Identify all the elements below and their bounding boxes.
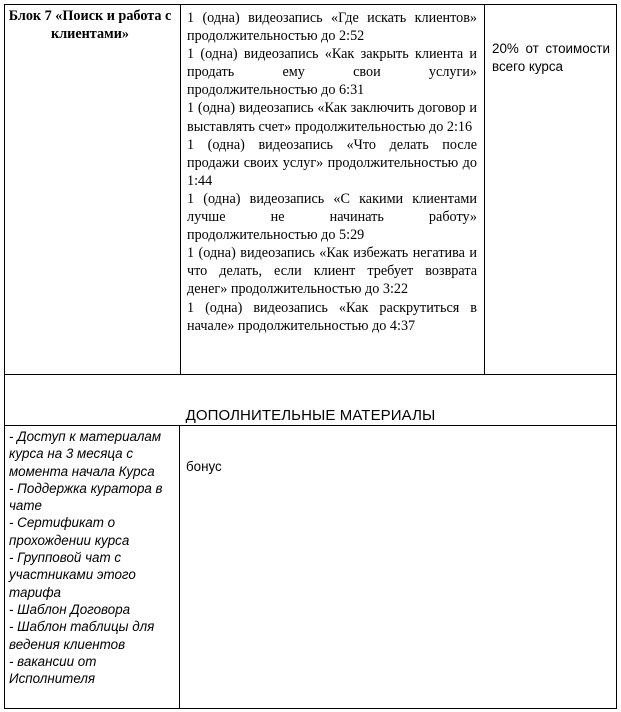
additional-features-list xyxy=(9,428,175,687)
table-border-top xyxy=(4,4,617,5)
feature-item: - Доступ к материалам курса на 3 месяца с момента начала Курса xyxy=(9,429,162,479)
feature-item: - Шаблон Договора xyxy=(9,601,131,617)
block-price: 20% от стоимости всего курса xyxy=(492,41,610,75)
feature-item: - Поддержка куратора в чате xyxy=(9,480,163,514)
video-item: 1 (одна) видеозапись «Где искать клиентов» продолжительностью до 2:52 xyxy=(187,10,477,45)
video-list xyxy=(187,9,477,335)
additional-value: бонус xyxy=(186,459,222,474)
table-border-right xyxy=(616,4,617,709)
divider-col-2-top xyxy=(484,4,485,375)
video-item: 1 (одна) видеозапись «Как закрыть клиента и продать ему свои услуги» продолжительностью до 6:31 xyxy=(187,46,477,99)
video-item: 1 (одна) видеозапись «Как раскрутиться в начале» продолжительностью до 4:37 xyxy=(187,299,477,334)
video-item: 1 (одна) видеозапись «С какими клиентами лучше не начинать работу» продолжительностью до 5:29 xyxy=(187,190,477,244)
block-title: Блок 7 «Поиск и работа с клиентами» xyxy=(8,8,172,42)
additional-materials-heading: ДОПОЛНИТЕЛЬНЫЕ МАТЕРИАЛЫ xyxy=(185,407,436,424)
feature-item: - Сертификат о прохождении курса xyxy=(9,515,130,548)
video-item: 1 (одна) видеозапись «Что делать после продажи своих услуг» продолжительностью до 1:44 xyxy=(187,136,477,189)
table-border-bottom xyxy=(4,708,617,709)
video-item: 1 (одна) видеозапись «Как заключить договор и выставлять счет» продолжительностью до 2:16 xyxy=(187,100,477,135)
feature-item: - вакансии от Исполнителя xyxy=(9,653,97,687)
divider-col-1-top xyxy=(180,4,181,375)
video-item: 1 (одна) видеозапись «Как избежать негатива и что делать, если клиент требует возврата денег» продолжительностью до 3:22 xyxy=(187,245,477,298)
divider-row-1 xyxy=(4,374,617,375)
divider-col-1-bottom xyxy=(179,425,180,709)
feature-item: - Шаблон таблицы для ведения клиентов xyxy=(9,619,155,652)
feature-item: - Групповой чат с участниками этого тарифа xyxy=(9,550,136,600)
table-border-left xyxy=(4,4,5,709)
